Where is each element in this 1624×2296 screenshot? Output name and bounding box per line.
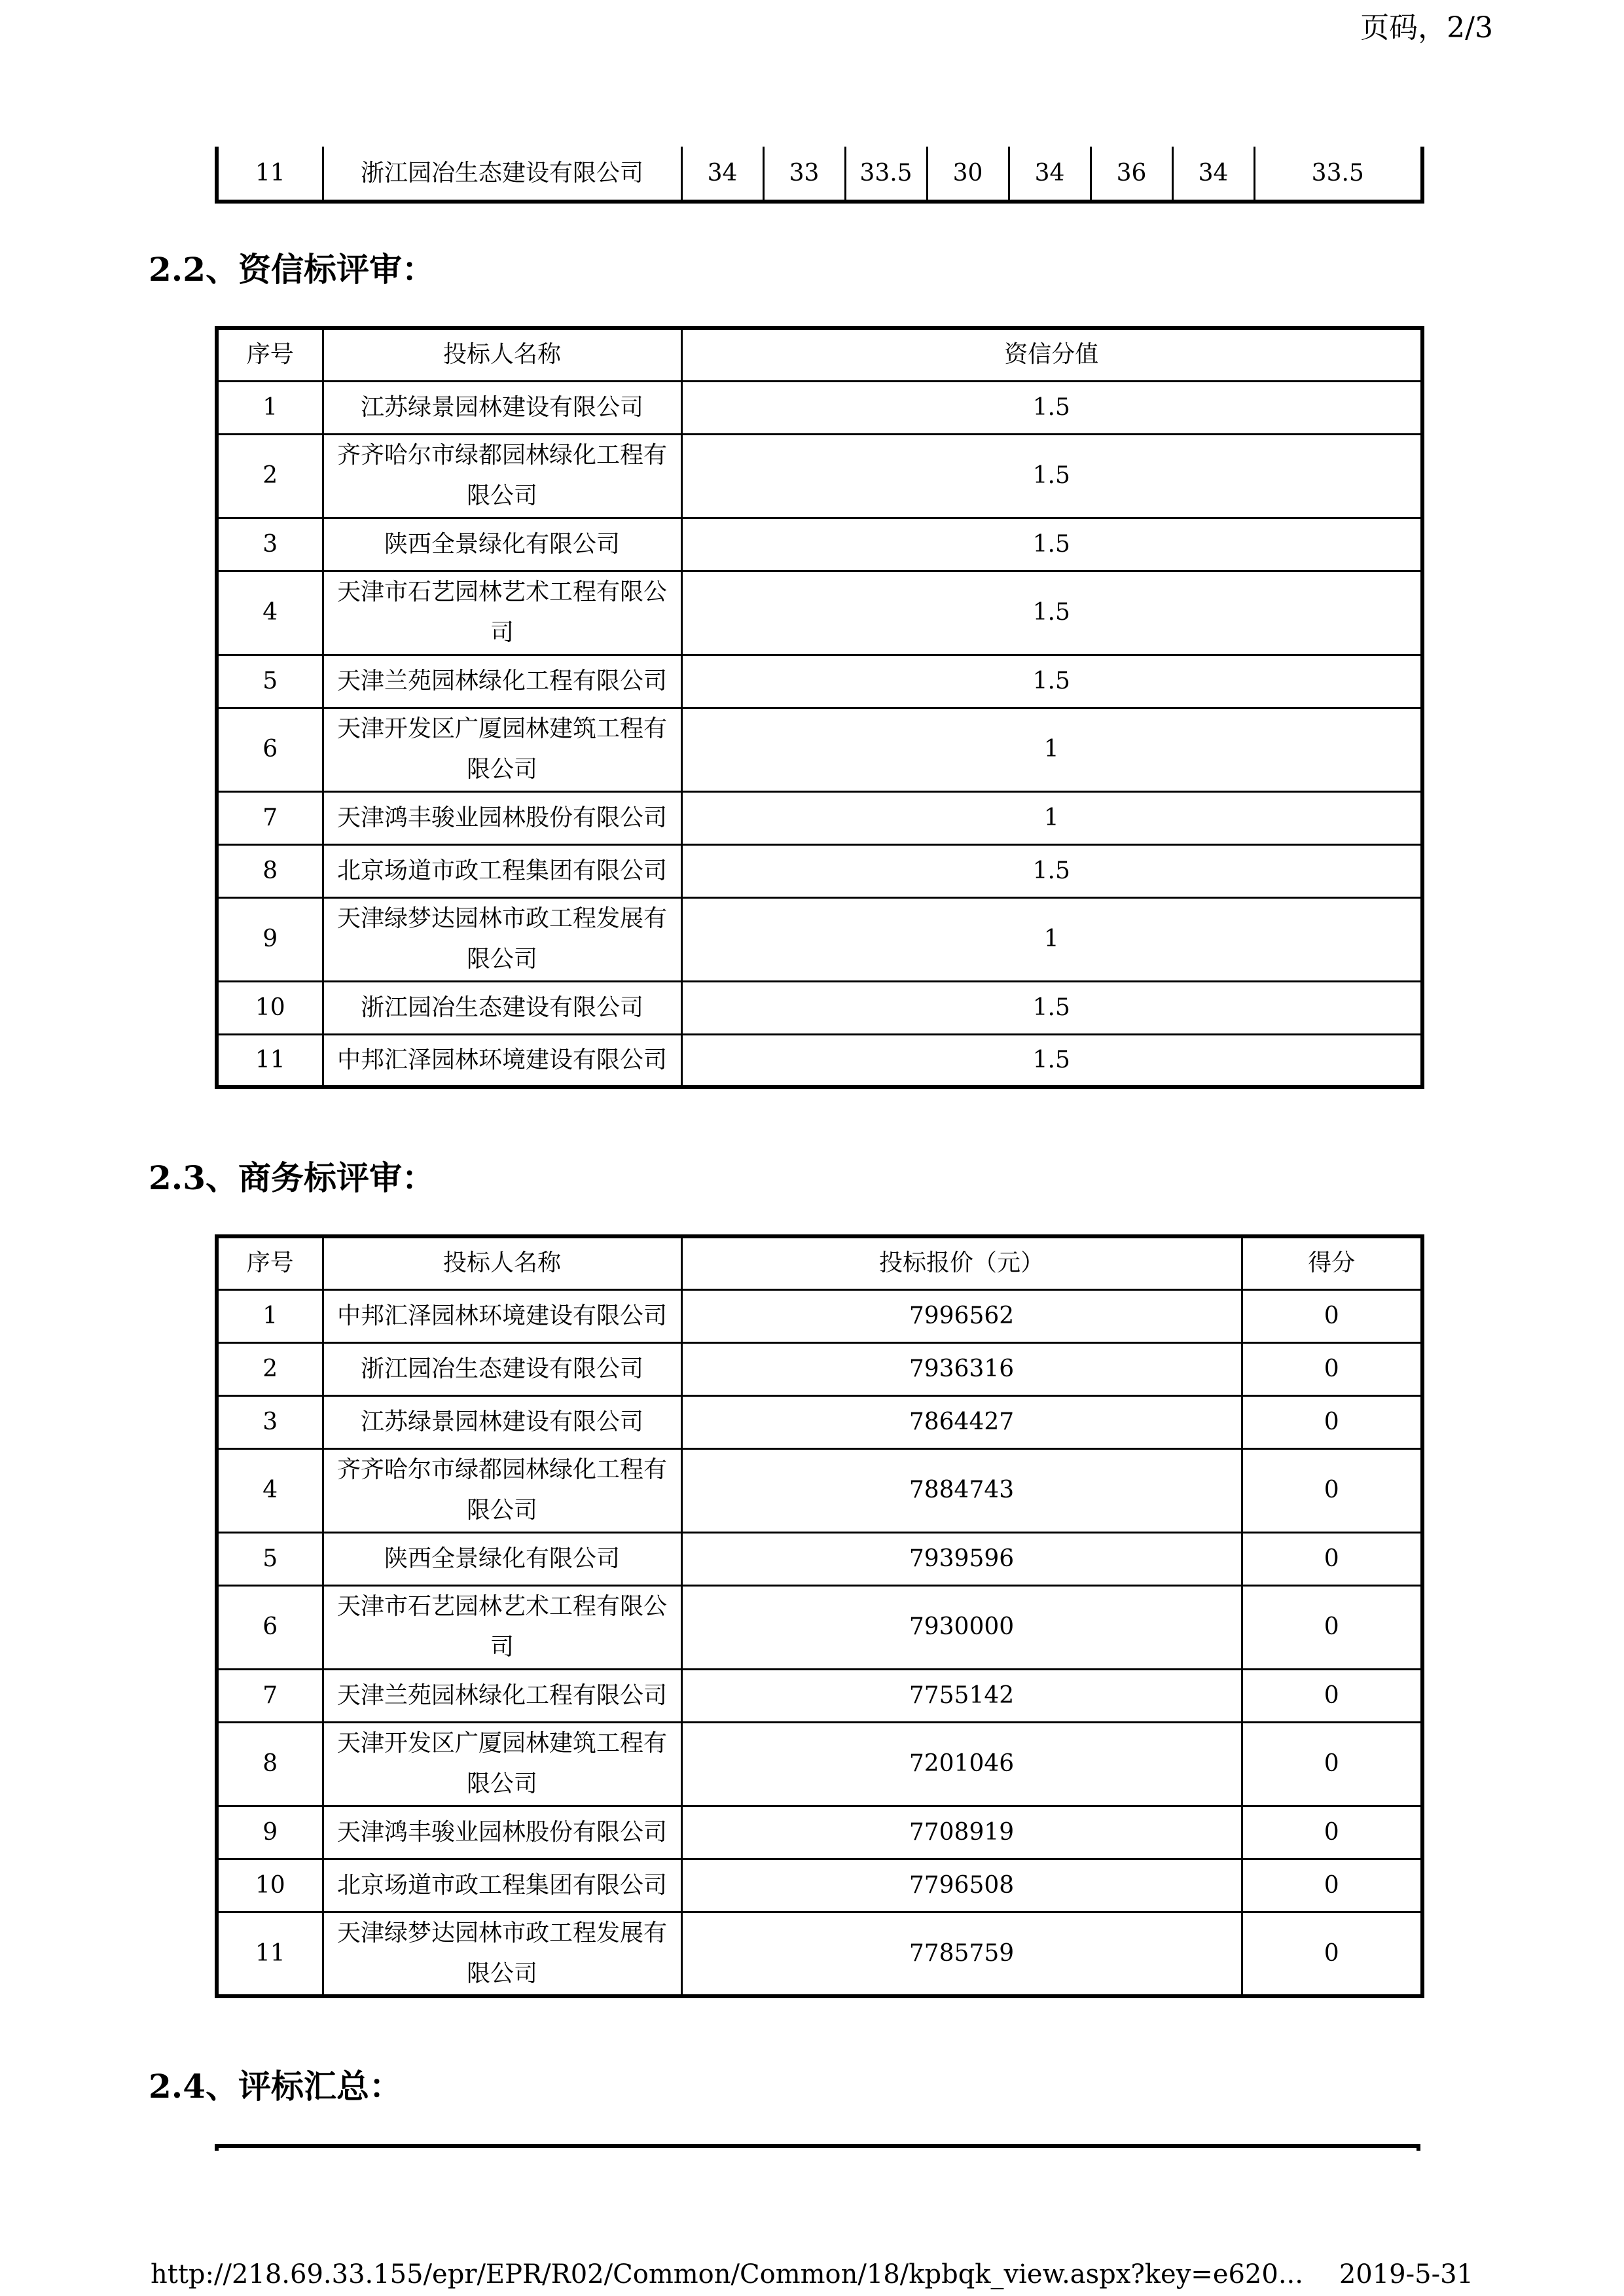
summary-table-edge — [1416, 2144, 1420, 2151]
header-credit-score: 资信分值 — [681, 328, 1422, 381]
page-number: 页码，2/3 — [1360, 11, 1493, 45]
table-row — [217, 1395, 1422, 1448]
table-cell: 3 — [217, 518, 323, 571]
table-cell: 5 — [217, 1532, 323, 1585]
table-row — [217, 1034, 1422, 1087]
table-cell: 2 — [217, 1342, 323, 1395]
table-row — [217, 571, 1422, 655]
table-cell: 10 — [217, 981, 323, 1034]
table-cell: 1.5 — [681, 518, 1422, 571]
table-row — [217, 1912, 1422, 1996]
table-cell: 8 — [217, 1722, 323, 1806]
bidder-name-cell: 齐齐哈尔市绿都园林绿化工程有限公司 — [323, 1448, 681, 1532]
table-cell: 34 — [681, 147, 763, 202]
table-cell: 1 — [681, 708, 1422, 791]
table-cell: 7201046 — [681, 1722, 1242, 1806]
header-bid-price: 投标报价（元） — [681, 1236, 1242, 1289]
bidder-name-cell: 齐齐哈尔市绿都园林绿化工程有限公司 — [323, 434, 681, 518]
table-row — [217, 1448, 1422, 1532]
header-bidder-name: 投标人名称 — [323, 1236, 681, 1289]
header-index: 序号 — [217, 1236, 323, 1289]
table-cell: 7708919 — [681, 1806, 1242, 1859]
table-cell: 2 — [217, 434, 323, 518]
table-cell: 1 — [217, 381, 323, 434]
table-cell: 8 — [217, 844, 323, 897]
table-row — [217, 1532, 1422, 1585]
table-row — [217, 708, 1422, 791]
table-cell: 36 — [1091, 147, 1172, 202]
bidder-name-cell: 陕西全景绿化有限公司 — [323, 518, 681, 571]
table-cell: 1 — [681, 791, 1422, 844]
table-cell: 34 — [1172, 147, 1254, 202]
table-cell: 1 — [681, 897, 1422, 981]
bidder-name-cell: 天津兰苑园林绿化工程有限公司 — [323, 1669, 681, 1722]
table-cell: 11 — [217, 147, 323, 202]
summary-table-edge — [215, 2144, 219, 2151]
section-title-summary: 2.4、评标汇总： — [149, 2067, 402, 2106]
bidder-name-cell: 中邦汇泽园林环境建设有限公司 — [323, 1289, 681, 1342]
table-cell: 4 — [217, 1448, 323, 1532]
table-cell: 7930000 — [681, 1585, 1242, 1669]
table-cell: 0 — [1242, 1585, 1422, 1669]
table-cell: 7996562 — [681, 1289, 1242, 1342]
bidder-name-cell: 天津绿梦达园林市政工程发展有限公司 — [323, 897, 681, 981]
table-row — [217, 1585, 1422, 1669]
table-cell: 1.5 — [681, 655, 1422, 708]
header-bidder-name: 投标人名称 — [323, 328, 681, 381]
bidder-name-cell: 浙江园冶生态建设有限公司 — [323, 1342, 681, 1395]
table-cell: 34 — [1009, 147, 1091, 202]
table-cell: 0 — [1242, 1342, 1422, 1395]
section-title-commercial: 2.3、商务标评审： — [149, 1158, 435, 1197]
bidder-name-cell: 浙江园冶生态建设有限公司 — [323, 981, 681, 1034]
table-cell: 0 — [1242, 1395, 1422, 1448]
table-row — [217, 1859, 1422, 1912]
credit-review-table — [215, 326, 1424, 1089]
table-cell: 33.5 — [1254, 147, 1422, 202]
table-cell: 0 — [1242, 1532, 1422, 1585]
bidder-name-cell: 北京场道市政工程集团有限公司 — [323, 844, 681, 897]
table-cell: 0 — [1242, 1859, 1422, 1912]
bidder-name-cell: 天津开发区广厦园林建筑工程有限公司 — [323, 1722, 681, 1806]
table-cell: 30 — [927, 147, 1009, 202]
table-cell: 7864427 — [681, 1395, 1242, 1448]
table-cell: 33.5 — [845, 147, 927, 202]
table-cell: 0 — [1242, 1669, 1422, 1722]
bidder-name-cell: 中邦汇泽园林环境建设有限公司 — [323, 1034, 681, 1087]
footer-url: http://218.69.33.155/epr/EPR/R02/Common/Common/18/kpbqk_view.aspx?key=e620... — [151, 2259, 1303, 2289]
bidder-name-cell: 天津市石艺园林艺术工程有限公司 — [323, 571, 681, 655]
table-cell: 7884743 — [681, 1448, 1242, 1532]
bidder-name-cell: 天津兰苑园林绿化工程有限公司 — [323, 655, 681, 708]
bidder-name-cell: 陕西全景绿化有限公司 — [323, 1532, 681, 1585]
table-cell: 6 — [217, 1585, 323, 1669]
table-cell: 1.5 — [681, 981, 1422, 1034]
table-cell: 1.5 — [681, 844, 1422, 897]
table-cell: 浙江园冶生态建设有限公司 — [323, 147, 681, 202]
summary-table-top-border — [215, 2144, 1420, 2148]
table-cell: 6 — [217, 708, 323, 791]
table-row — [217, 1342, 1422, 1395]
table-cell: 7 — [217, 1669, 323, 1722]
footer-date: 2019-5-31 — [1339, 2259, 1473, 2289]
bidder-name-cell: 天津开发区广厦园林建筑工程有限公司 — [323, 708, 681, 791]
table-cell: 7939596 — [681, 1532, 1242, 1585]
bidder-name-cell: 天津鸿丰骏业园林股份有限公司 — [323, 1806, 681, 1859]
bidder-name-cell: 天津绿梦达园林市政工程发展有限公司 — [323, 1912, 681, 1996]
table-row — [217, 518, 1422, 571]
table-row — [217, 1722, 1422, 1806]
table-cell: 0 — [1242, 1722, 1422, 1806]
table-cell: 0 — [1242, 1289, 1422, 1342]
table-cell: 7796508 — [681, 1859, 1242, 1912]
table-cell: 11 — [217, 1034, 323, 1087]
bidder-name-cell: 江苏绿景园林建设有限公司 — [323, 381, 681, 434]
table-row — [217, 1289, 1422, 1342]
table-row — [217, 147, 1422, 202]
table-cell: 1.5 — [681, 571, 1422, 655]
table-row — [217, 655, 1422, 708]
table-cell: 1.5 — [681, 1034, 1422, 1087]
table-cell: 1.5 — [681, 381, 1422, 434]
table-row — [217, 1669, 1422, 1722]
table-cell: 4 — [217, 571, 323, 655]
table-header-row — [217, 328, 1422, 381]
table-row — [217, 434, 1422, 518]
table-cell: 5 — [217, 655, 323, 708]
table-cell: 7785759 — [681, 1912, 1242, 1996]
table-row — [217, 844, 1422, 897]
table-row — [217, 897, 1422, 981]
table-row — [217, 981, 1422, 1034]
table-row — [217, 791, 1422, 844]
table-cell: 7936316 — [681, 1342, 1242, 1395]
bidder-name-cell: 天津市石艺园林艺术工程有限公司 — [323, 1585, 681, 1669]
bidder-name-cell: 天津鸿丰骏业园林股份有限公司 — [323, 791, 681, 844]
table-row — [217, 1806, 1422, 1859]
header-score: 得分 — [1242, 1236, 1422, 1289]
commercial-review-table — [215, 1234, 1424, 1998]
table-cell: 7 — [217, 791, 323, 844]
table-header-row — [217, 1236, 1422, 1289]
bidder-name-cell: 北京场道市政工程集团有限公司 — [323, 1859, 681, 1912]
table-cell: 0 — [1242, 1912, 1422, 1996]
table-cell: 9 — [217, 897, 323, 981]
section-title-credit: 2.2、资信标评审： — [149, 250, 435, 289]
table-cell: 7755142 — [681, 1669, 1242, 1722]
table-cell: 11 — [217, 1912, 323, 1996]
table-cell: 33 — [763, 147, 845, 202]
table-cell: 0 — [1242, 1806, 1422, 1859]
table-row — [217, 381, 1422, 434]
table-cell: 10 — [217, 1859, 323, 1912]
top-fragment-table — [215, 147, 1424, 204]
table-cell: 1.5 — [681, 434, 1422, 518]
table-cell: 9 — [217, 1806, 323, 1859]
table-cell: 3 — [217, 1395, 323, 1448]
bidder-name-cell: 江苏绿景园林建设有限公司 — [323, 1395, 681, 1448]
table-cell: 1 — [217, 1289, 323, 1342]
table-cell: 0 — [1242, 1448, 1422, 1532]
header-index: 序号 — [217, 328, 323, 381]
